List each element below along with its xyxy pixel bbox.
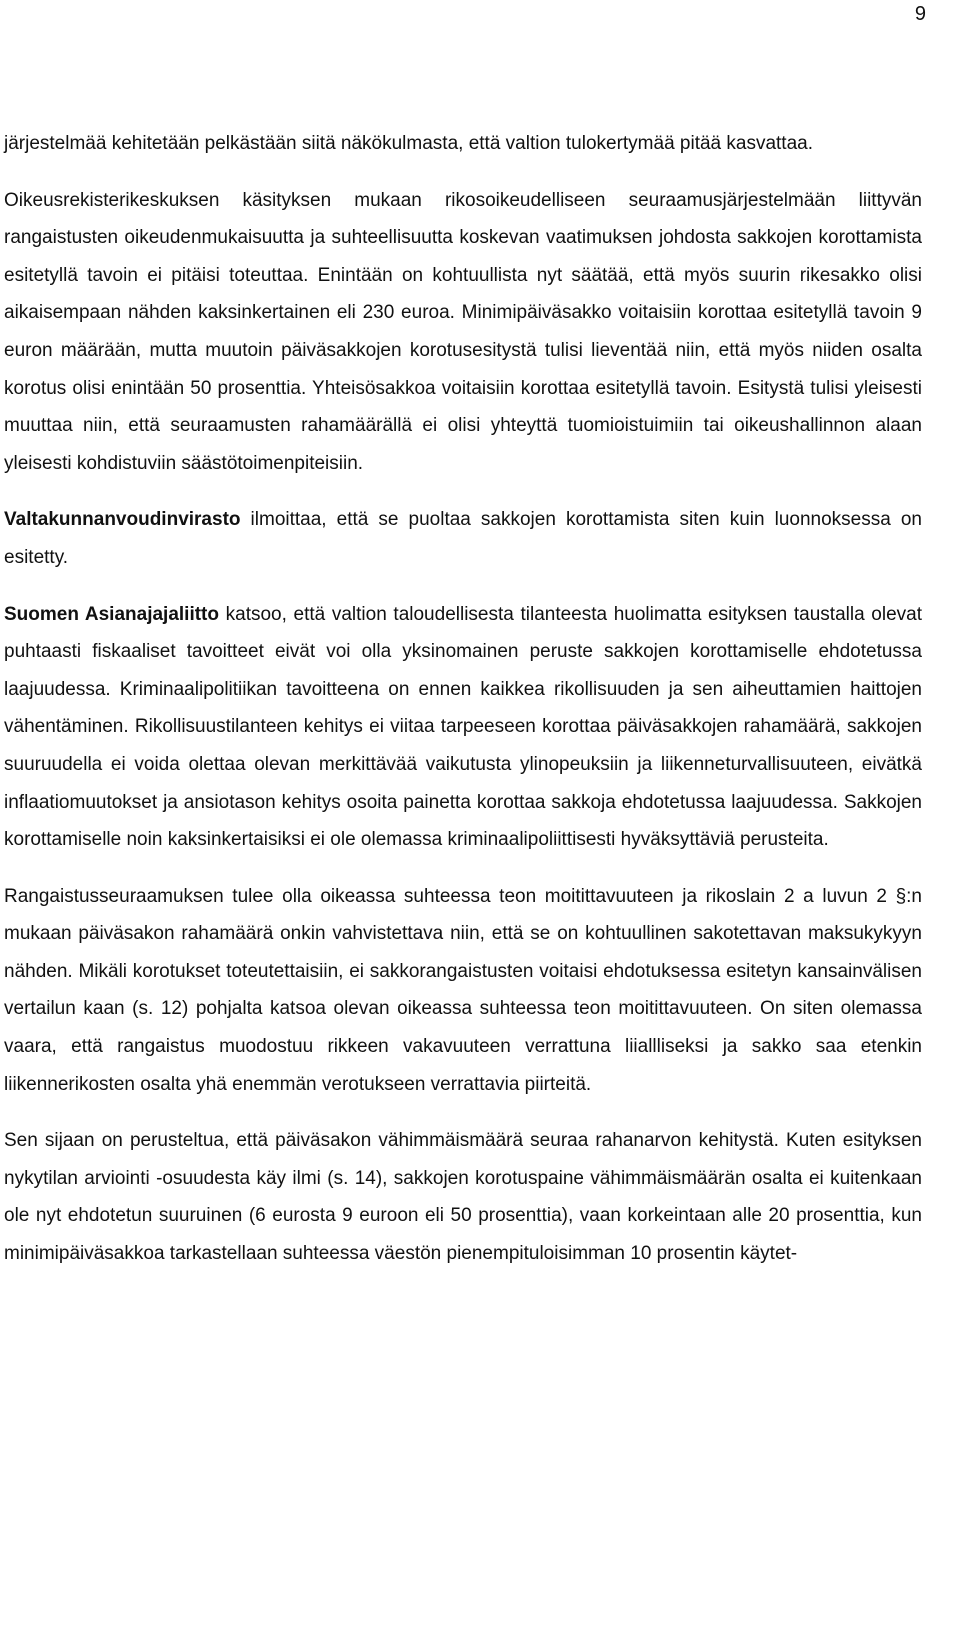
paragraph-text: Sen sijaan on perusteltua, että päiväsakon vähimmäismäärä seuraa rahanarvon kehitystä. Kuten esityksen nykytilan arviointi -osuudesta käy ilmi (s. 14), sakkojen korotuspaine vähimmäismäärän osalta ei kuitenkaan ole nyt ehdotetun suuruinen (6 eurosta 9 euroon eli 50 prosenttia), vaan korkeintaan alle 20 prosenttia, kun minimipäiväsakkoa tarkastellaan suhteessa väestön pienempituloisimman 10 prosentin käytet- [4,1130,922,1265]
paragraph-asianajajaliitto [4,596,922,859]
paragraph-text: Rangaistusseuraamuksen tulee olla oikeassa suhteessa teon moitittavuuteen ja rikoslain 2 a luvun 2 §:n mukaan päiväsakon rahamäärä onkin vahvistettava niin, että se on kohtuullinen sakotettavan maksukykyyn nähden. Mikäli korotukset toteutettaisiin, ei sakkorangaistusten voitaisi ehdotuksessa esitetyn kansainvälisen vertailun kaan (s. 12) pohjalta katsoa olevan oikeassa suhteessa teon moitittavuuteen. On siten olemassa vaara, että rangaistus muodostuu rikkeen vakavuuteen verrattuna liiallliseksi ja sakko saa etenkin liikennerikosten osalta yhä enemmän verotukseen verrattavia piirteitä. [4,885,922,1095]
page-number: 9 [914,3,926,25]
paragraph-text: katsoo, että valtion taloudellisesta tilanteesta huolimatta esityksen taustalla olevat puhtaasti fiskaaliset tavoitteet eivät voi olla yksinomainen peruste sakkojen korottamiselle ehdotetussa laajuudessa. Kriminaalipolitiikan tavoitteena on ennen kaikkea rikollisuuden ja sen aiheuttamien haittojen vähentäminen. Rikollisuustilanteen kehitys ei viitaa tarpeeseen korottaa päiväsakkojen rahamäärä, sakkojen suuruudella ei voida olettaa olevan merkittävää vaikutusta ylinopeuksiin ja liikenneturvallisuuteen, eivätkä inflaatiomuutokset ja ansiotason kehitys osoita painetta korottaa sakkoja ehdotetussa laajuudessa. Sakkojen korottamiselle noin kaksinkertaisiksi ei ole olemassa kriminaalipoliittisesti hyväksyttäviä perusteita. [4,603,922,851]
paragraph-valtakunnanvoudinvirasto [4,501,922,576]
paragraph-vahimmaismaara [4,1122,922,1272]
paragraph-text: Oikeusrekisterikeskuksen käsityksen mukaan rikosoikeudelliseen seuraamusjärjestelmään liittyvän rangaistusten oikeudenmukaisuutta ja suhteellisuutta koskevan vaatimuksen johdosta sakkojen korottamista esitetyllä tavoin ei pitäisi toteuttaa. Enintään on kohtuullista nyt säätää, että myös suurin rikesakko olisi aikaisempaan nähden kaksinkertainen eli 230 euroa. Minimipäiväsakko voitaisiin korottaa esitetyllä tavoin 9 euron määrään, mutta muutoin päiväsakkojen korotusesitystä tulisi lieventää niin, että myös niiden osalta korotus olisi enintään 50 prosenttia. Yhteisösakkoa voitaisiin korottaa esitetyllä tavoin. Esitystä tulisi yleisesti muuttaa niin, että seuraamusten rahamäärällä ei olisi yhteyttä tuomioistuimiin tai oikeushallinnon alaan yleisesti kohdistuviin säästötoimenpiteisiin. [4,189,922,474]
organization-name: Suomen Asianajajaliitto [4,603,219,625]
paragraph-rangaistusseuraamus [4,878,922,1104]
paragraph-continuation [4,125,922,163]
organization-name: Valtakunnanvoudinvirasto [4,509,241,531]
paragraph-text: ilmoittaa, että se puoltaa sakkojen korottamista siten kuin luonnoksessa on esitetty. [4,509,922,568]
paragraph-oikeusrekisterikeskus [4,182,922,483]
document-body [4,125,922,1273]
paragraph-text: järjestelmää kehitetään pelkästään siitä näkökulmasta, että valtion tulokertymää pitää kasvattaa. [4,133,814,154]
